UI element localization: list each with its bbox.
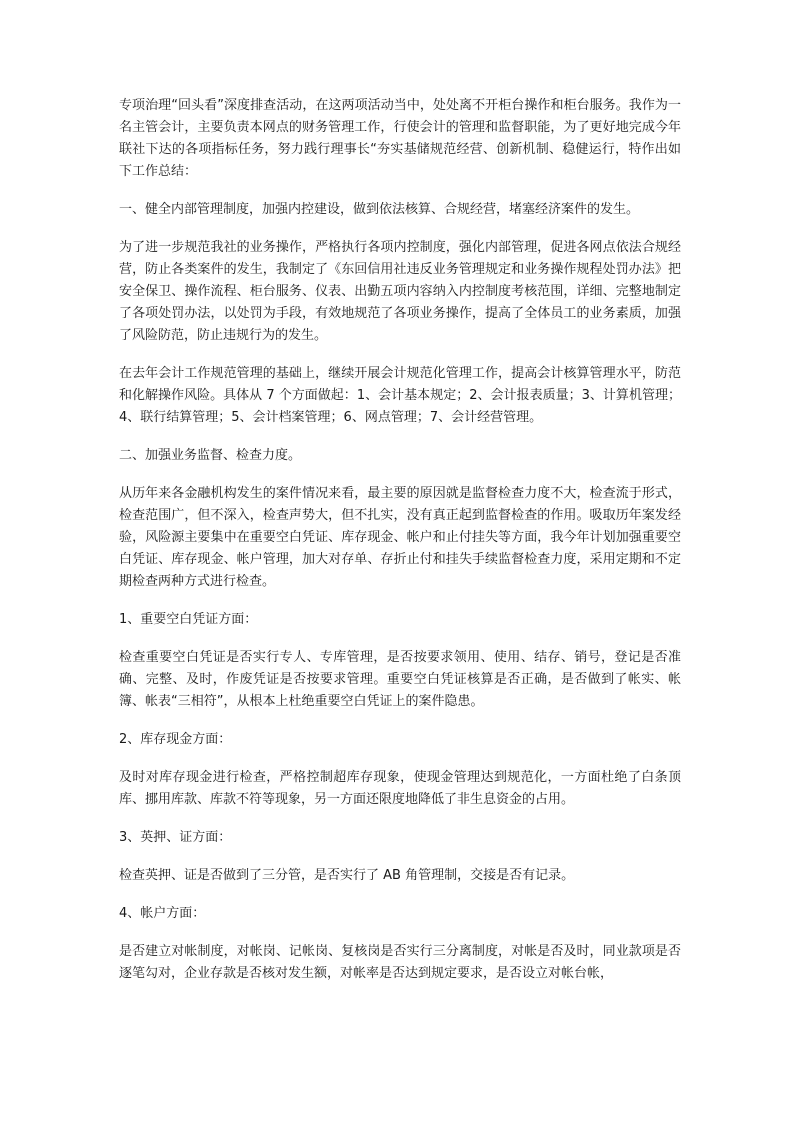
item-1-heading: 1、重要空白凭证方面： [119,612,258,627]
section-1-paragraph-2: 在去年会计工作规范管理的基础上，继续开展会计规范化管理工作，提高会计核算管理水平，防范和化解操作风险。具体从 7 个方面做起：1、会计基本规定；2、会计报表质量；3、计算机管理；4、联行结算管理；5、会计档案管理；6、网点管理；7、会计经营管理。 [119,366,681,425]
item-3-heading: 3、英押、证方面： [119,830,232,845]
section-2-paragraph-1: 从历年来各金融机构发生的案件情况来看，最主要的原因就是监督检查力度不大，检查流于形式，检查范围广，但不深入，检查声势大，但不扎实，没有真正起到监督检查的作用。吸取历年案发经验，风险源主要集中在重要空白凭证、库存现金、帐户和止付挂失等方面，我今年计划加强重要空白凭证、库存现金、帐户管理，加大对存单、存折止付和挂失手续监督检查力度，采用定期和不定期检查两种方式进行检查。 [119,486,681,589]
section-1-paragraph-1: 为了进一步规范我社的业务操作，严格执行各项内控制度，强化内部管理，促进各网点依法合规经营，防止各类案件的发生，我制定了《东回信用社违反业务管理规定和业务操作规程处罚办法》把安全保卫、操作流程、柜台服务、仪表、出勤五项内容纳入内控制度考核范围，详细、完整地制定了各项处罚办法，以处罚为手段，有效地规范了各项业务操作，提高了全体员工的业务素质，加强了风险防范，防止违规行为的发生。 [119,240,681,343]
item-2-paragraph: 及时对库存现金进行检查，严格控制超库存现象，使现金管理达到规范化，一方面杜绝了白条顶库、挪用库款、库款不符等现象，另一方面还限度地降低了非生息资金的占用。 [119,770,681,807]
intro-paragraph: 专项治理“回头看”深度排查活动，在这两项活动当中，处处离不开柜台操作和柜台服务。我作为一名主管会计，主要负责本网点的财务管理工作，行使会计的管理和监督职能，为了更好地完成今年联社下达的各项指标任务，努力践行理事长“夯实基储规范经营、创新机制、稳健运行，特作出如下工作总结： [119,98,681,179]
item-1-paragraph: 检查重要空白凭证是否实行专人、专库管理，是否按要求领用、使用、结存、销号，登记是否准确、完整、及时，作废凭证是否按要求管理。重要空白凭证核算是否正确，是否做到了帐实、帐簿、帐表“三相符”，从根本上杜绝重要空白凭证上的案件隐患。 [119,650,681,709]
item-3-paragraph: 检查英押、证是否做到了三分管，是否实行了 AB 角管理制，交接是否有记录。 [119,868,575,883]
section-2-heading: 二、加强业务监督、检查力度。 [119,448,302,463]
item-4-paragraph: 是否建立对帐制度，对帐岗、记帐岗、复核岗是否实行三分离制度，对帐是否及时，同业款项是否逐笔勾对，企业存款是否核对发生额，对帐率是否达到规定要求，是否设立对帐台帐， [119,944,681,981]
item-2-heading: 2、库存现金方面： [119,732,232,747]
document-page [119,95,681,1001]
section-1-heading: 一、健全内部管理制度，加强内控建设，做到依法核算、合规经营，堵塞经济案件的发生。 [119,202,640,217]
item-4-heading: 4、帐户方面： [119,906,206,921]
